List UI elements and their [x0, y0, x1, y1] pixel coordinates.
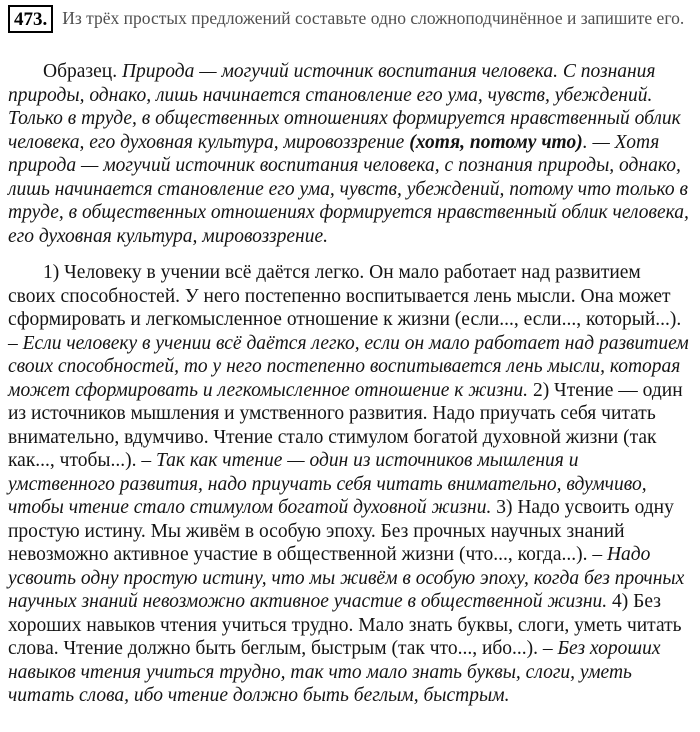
example-paragraph: [8, 60, 690, 248]
exercise-body: [8, 60, 690, 708]
text-run: . — Хотя природа — могучий источник воспитания человека, с познания природы, однако, лишь начинается становление его ума, чувств, убеждений, потому что только в труде, в общественных отношениях формируется нравственный облик человека, его духовная культура, мировоззрение.: [8, 131, 689, 247]
text-run: Образец.: [43, 61, 122, 82]
text-run: Если человеку в учении всё даётся легко, если он мало работает над развитием своих способностей, то у него постепенно воспитывается лень мысли, которая может сформировать и легкомысленное отношение к жизни.: [8, 332, 689, 401]
exercises-paragraph: [8, 261, 690, 708]
text-run: (хотя, потому что): [409, 131, 583, 153]
text-run: 3) Надо усвоить одну простую истину. Мы живём в особую эпоху. Без прочных научных знаний невозможно активное участие в общественной жизни (что..., когда...). –: [8, 497, 674, 565]
text-run: 2) Чтение — один из источников мышления и умственного развития. Надо приучать себя читать внимательно, вдумчиво. Чтение стало стимулом богатой духовной жизни (так как..., чтобы...). –: [8, 379, 683, 471]
text-run: 4) Без хороших навыков чтения учиться трудно. Мало знать буквы, слоги, уметь читать слова. Чтение должно быть беглым, быстрым (так что..., ибо...). –: [8, 591, 682, 659]
task-instruction: Из трёх простых предложений составьте одно сложноподчинённое и запишите его.: [62, 8, 685, 28]
text-run: 1) Человеку в учении всё даётся легко. Он мало работает над развитием своих способностей. У него постепенно воспитывается лень мысли. Она может сформировать и легкомысленное отношение к жизни (если..., если..., который...). –: [8, 262, 682, 354]
exercise-number-box: 473.: [8, 5, 53, 33]
text-run: Надо усвоить одну простую истину, что мы живём в особую эпоху, когда без прочных научных знаний невозможно активное участие в общественной жизни.: [8, 544, 685, 612]
exercise-header: [8, 5, 690, 33]
text-run: Так как чтение — один из источников мышления и умственного развития, надо приучать себя читать внимательно, вдумчиво, чтобы чтение стало стимулом богатой духовной жизни.: [8, 450, 647, 518]
text-run: Без хороших навыков чтения учиться трудно, так что мало знать буквы, слоги, уметь читать слова, ибо чтение должно быть беглым, быстрым.: [8, 638, 661, 706]
text-run: Природа — могучий источник воспитания человека. С познания природы, однако, лишь начинается становление его ума, чувств, убеждений. Только в труде, в общественных отношениях формируется нравственный облик человека, его духовная культура, мировоззрение: [8, 61, 681, 153]
